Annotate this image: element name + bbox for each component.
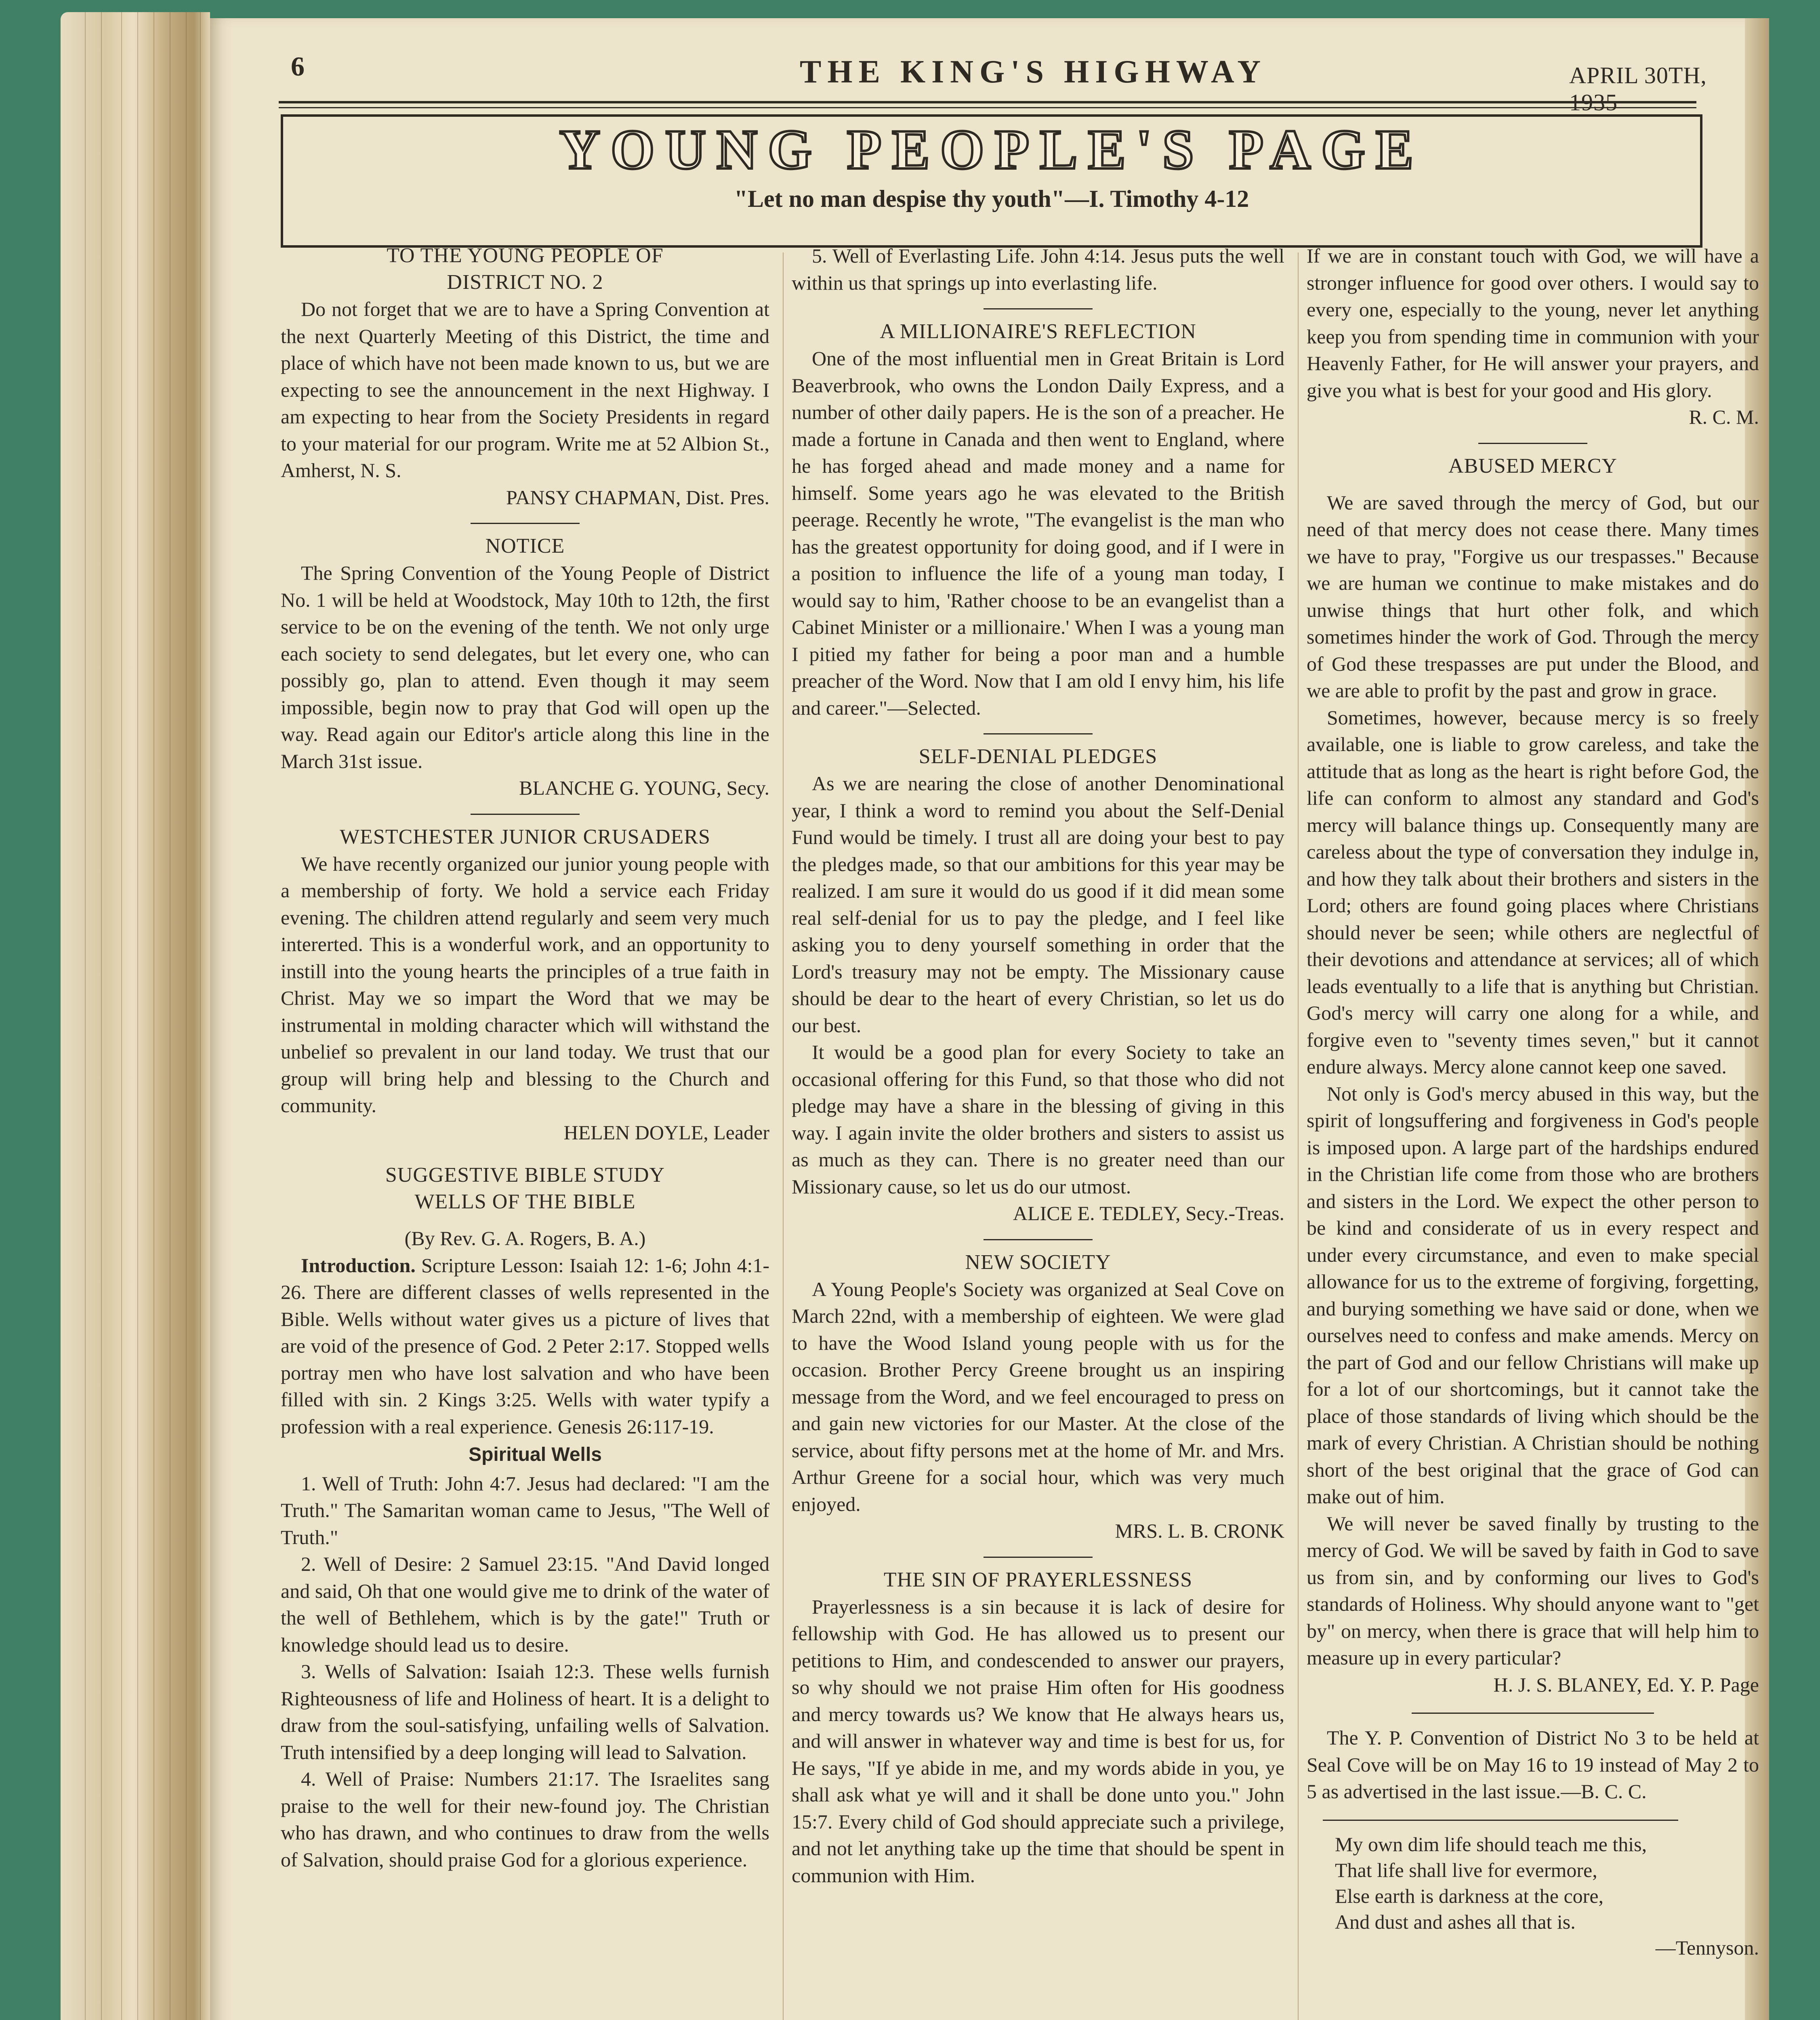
poem-line: That life shall live for evermore, xyxy=(1335,1858,1597,1881)
article-body: Sometimes, however, because mercy is so freely available, one is liable to grow careless, and take the attitude that as long as the heart is right before God, the life can conform to almost any standard and God's mercy will balance things up. Consequently many are careless about the type of conversation they indulge in, and how they talk about their brothers and sisters in the Lord; others are found going places where Christians should never be seen; while others are neglectful of their devotions and attendance at services; all of which leads eventually to a life that is anything but Christian. God's mercy will carry one along for a while, and forgive even to "seventy times seven," but it cannot endure always. Mercy alone cannot keep one saved. xyxy=(1307,706,1759,1078)
poem-line: My own dim life should teach me this, xyxy=(1335,1833,1647,1856)
separator xyxy=(984,308,1093,309)
article-signature: H. J. S. BLANEY, Ed. Y. P. Page xyxy=(1493,1673,1759,1696)
article-title: SELF-DENIAL PLEDGES xyxy=(918,745,1158,768)
article-title: WELLS OF THE BIBLE xyxy=(414,1190,636,1213)
article-body: A Young People's Society was organized at Seal Cove on March 22nd, with a membership of eighteen. We were glad to have the Wood Island young people with us for the occasion. Brother Percy Greene brought us an inspiring message from the Word, and we feel encouraged to press on and gain new victories for our Master. At the close of the service, about fifty persons met at the home of Mr. and Mrs. Arthur Greene for a social hour, which was very much enjoyed. xyxy=(792,1277,1284,1515)
article-title: NOTICE xyxy=(485,534,565,558)
article-title: DISTRICT NO. 2 xyxy=(447,271,603,294)
article-body: We are saved through the mercy of God, but our need of that mercy does not cease there. Many times we have to pray, "Forgive us our trespasses." Because we are human we continue to make mistakes and do unwise things that hurt other folk, and which sometimes hinder the work of God. Through the mercy of God these trespasses are put under the Blood, and we are able to profit by the past and grow in grace. xyxy=(1307,491,1759,702)
article-signature: HELEN DOYLE, Leader xyxy=(563,1121,769,1144)
newspaper-page xyxy=(210,18,1759,2020)
article-body: We have recently organized our junior young people with a membership of forty. We hold a service each Friday evening. The children attend regularly and seem very much intererted. This is a wonderful work, and an opportunity to instill into the young hearts the principles of a true faith in Christ. May we so impart the Word that we may be instrumental in molding character which will withstand the unbelief so prevalent in our land today. We trust that our group will bring help and blessing to the Church and community. xyxy=(281,852,769,1117)
article-signature: MRS. L. B. CRONK xyxy=(1115,1519,1284,1542)
article-title: SUGGESTIVE BIBLE STUDY xyxy=(385,1164,665,1187)
separator xyxy=(471,523,580,524)
header-rule xyxy=(279,101,1696,103)
column-2 xyxy=(792,242,1284,1889)
masthead: THE KING'S HIGHWAY xyxy=(800,54,1267,90)
article-body: Prayerlessness is a sin because it is lack of desire for fellowship with God. He has allowed us to present our petitions to Him, and condescended to answer our prayers, so why should we not praise Him often for His goodness and mercy towards us? We know that He always hears us, and will answer in whatever way and time is best for us, for He says, "If ye abide in me, and my words abide in you, ye shall ask what ye will and it shall be done unto you." John 15:7. Every child of God should appreciate such a privilege, and not let anything take up the time that should be spent in communion with Him. xyxy=(792,1595,1284,1887)
article-body: One of the most influential men in Great Britain is Lord Beaverbrook, who owns the London Daily Express, and a number of other daily papers. He is the son of a preacher. He made a fortune in Canada and then went to England, where he has forged ahead and made money and a name for himself. Some years ago he was elevated to the British peerage. Recently he wrote, "The evangelist is the man who has the greatest opportunity for doing good, and if I were in a position to influence the life of a young man today, I would say to him, 'Rather choose to be an evangelist than a Cabinet Minister or a millionaire.' When I was a young man I pitied my father for being a poor man and a humble preacher of the Word. Now that I am old I envy him, his life and career."—Selected. xyxy=(792,347,1284,719)
intro-label: Introduction. xyxy=(301,1254,416,1277)
poem-line: And dust and ashes all that is. xyxy=(1335,1910,1576,1933)
header-rule-thin xyxy=(279,107,1696,108)
article-signature: R. C. M. xyxy=(1689,406,1759,428)
article-body: Do not forget that we are to have a Spring Convention at the next Quarterly Meeting of this District, the time and place of which have not been made known to us, but we are expecting to see the announcement in the next Highway. I am expecting to hear from the Society Presidents in regard to your material for our program. Write me at 52 Albion St., Amherst, N. S. xyxy=(281,298,769,482)
separator xyxy=(984,1239,1093,1240)
page-title-box xyxy=(281,114,1702,248)
separator xyxy=(1412,1713,1654,1714)
column-3 xyxy=(1307,242,1759,1961)
article-title: WESTCHESTER JUNIOR CRUSADERS xyxy=(340,825,710,848)
subheading: Spiritual Wells xyxy=(469,1444,602,1465)
article-body: It would be a good plan for every Society to take an occasional offering for this Fund, so that those who did not pledge may have a share in the blessing of giving in this way. I again invite the older brothers and sisters to assist us as much as they can. There is no greater need than our Missionary cause, so let us do our utmost. xyxy=(792,1041,1284,1198)
poem-author: —Tennyson. xyxy=(1655,1936,1759,1959)
article-signature: ALICE E. TEDLEY, Secy.-Treas. xyxy=(1013,1202,1284,1225)
separator xyxy=(471,814,580,815)
article-body: The Spring Convention of the Young People of District No. 1 will be held at Woodstock, May 10th to 12th, the first service to be on the evening of the tenth. We not only urge each society to send delegates, but let every one, who can possibly go, plan to attend. Even though it may seem impossible, begin now to pray that God will open up the way. Read again our Editor's article along this line in the March 31st issue. xyxy=(281,562,769,772)
page-number: 6 xyxy=(291,51,305,82)
article-title: TO THE YOUNG PEOPLE OF xyxy=(387,244,664,267)
issue-date: APRIL 30TH, 1935 xyxy=(1569,62,1707,116)
article-title: A MILLIONAIRE'S REFLECTION xyxy=(880,320,1196,343)
page-title: YOUNG PEOPLE'S PAGE xyxy=(559,118,1424,181)
article-signature: BLANCHE G. YOUNG, Secy. xyxy=(519,776,769,799)
list-item: 2. Well of Desire: 2 Samuel 23:15. "And David longed and said, Oh that one would give me to drink of the water of the well of Bethlehem, which is by the gate!" Truth or knowledge should lead us to desire. xyxy=(281,1553,769,1656)
notice-text: The Y. P. Convention of District No 3 to be held at Seal Cove will be on May 16 to 19 instead of May 2 to 5 as advertised in the last issue.—B. C. C. xyxy=(1307,1726,1759,1803)
intro-text: Scripture Lesson: Isaiah 12: 1-6; John 4:1-26. There are different classes of wells represented in the Bible. Wells without water gives us a picture of lives that are void of the presence of God. 2 Peter 2:17. Stopped wells portray men who have lost salvation and who have been filled with sin. 2 Kings 3:25. Wells with water typify a profession with a real experience. Genesis 26:117-19. xyxy=(281,1254,769,1438)
list-item: 5. Well of Everlasting Life. John 4:14. Jesus puts the well within us that springs up into everlasting life. xyxy=(792,244,1284,294)
poem-line: Else earth is darkness at the core, xyxy=(1335,1884,1604,1907)
book-binding-edge xyxy=(61,12,210,2020)
article-body: Not only is God's mercy abused in this way, but the spirit of longsuffering and forgiveness in God's people is imposed upon. A large part of the hardships endured in the Christian life come from those who are brothers and sisters in the Lord. We expect the other person to be kind and considerate of us in every respect and under every circumstance, and even to make special allowance for us to the extreme of forgiving, forgetting, and burying something we have said or done, when we ourselves need to confess and make amends. Mercy on the part of God and our fellow Christians will make up for a lot of our shortcomings, but it cannot take the place of those standards of living which should be the mark of every Christian. A Christian should be nothing short of the best original that the grace of God can make out of him. xyxy=(1307,1082,1759,1508)
article-title: NEW SOCIETY xyxy=(965,1250,1111,1274)
article-byline: (By Rev. G. A. Rogers, B. A.) xyxy=(404,1227,646,1250)
article-body: We will never be saved finally by trusting to the mercy of God. We will be saved by faith in God to save us from sin, and by conforming our lives to God's standards of Holiness. Why should anyone want to "get by" on mercy, when there is grace that will help him to measure up in every particular? xyxy=(1307,1512,1759,1669)
separator xyxy=(984,733,1093,734)
separator xyxy=(984,1557,1093,1558)
article-title: ABUSED MERCY xyxy=(1448,454,1617,478)
article-body: If we are in constant touch with God, we will have a stronger influence for good over others. I would say to every one, especially to the young, never let anything keep you from spending time in communion with your Heavenly Father, for He will answer your prayers, and give you what is best for your good and His glory. xyxy=(1307,244,1759,402)
poem xyxy=(1307,1831,1759,1961)
list-item: 1. Well of Truth: John 4:7. Jesus had declared: "I am the Truth." The Samaritan woman came to Jesus, "The Well of Truth." xyxy=(281,1472,769,1549)
separator xyxy=(1323,1820,1678,1821)
list-item: 4. Well of Praise: Numbers 21:17. The Israelites sang praise to the well for their new-found joy. The Christian who has drawn, and who continues to draw from the wells of Salvation, should praise God for a glorious experience. xyxy=(281,1768,769,1871)
article-title: THE SIN OF PRAYERLESSNESS xyxy=(883,1568,1193,1591)
article-body: As we are nearing the close of another Denominational year, I think a word to remind you about the Self-Denial Fund would be timely. I trust all are doing your best to pay the pledges made, so that our ambitions for this year may be realized. I am sure it would do us good if it did mean some real self-denial for us to pay the pledge, and I feel like asking you to deny yourself something in order that the Lord's treasury may not be empty. The Missionary cause should be dear to the heart of every Christian, so let us do our best. xyxy=(792,772,1284,1037)
article-body xyxy=(281,1252,769,1440)
page-motto: "Let no man despise thy youth"—I. Timothy 4-12 xyxy=(734,185,1249,212)
separator xyxy=(1478,443,1587,444)
column-1 xyxy=(281,242,769,1873)
list-item: 3. Wells of Salvation: Isaiah 12:3. These wells furnish Righteousness of life and Holiness of heart. It is a delight to draw from the soul-satisfying, unfailing wells of Salvation. Truth intensified by a deep longing will lead to Salvation. xyxy=(281,1660,769,1763)
article-signature: PANSY CHAPMAN, Dist. Pres. xyxy=(506,486,769,509)
